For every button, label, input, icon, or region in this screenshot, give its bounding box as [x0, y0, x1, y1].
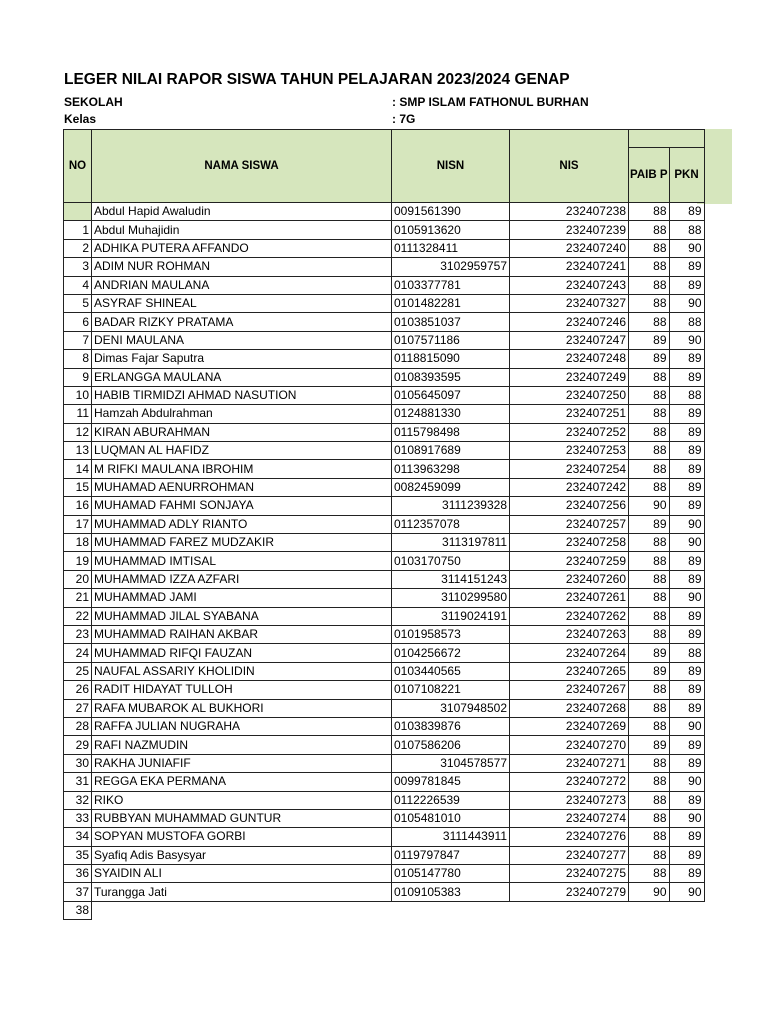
row-nisn: 0115798498 — [392, 423, 510, 441]
row-nisn: 0112226539 — [392, 791, 510, 809]
row-no: 22 — [64, 607, 92, 625]
row-pkn: 89 — [669, 754, 704, 772]
table-row — [64, 589, 705, 607]
row-nama: Abdul Hapid Awaludin — [92, 203, 392, 221]
table-row — [64, 717, 705, 735]
row-nisn: 0082459099 — [392, 478, 510, 496]
table-row — [64, 773, 705, 791]
row-nis: 232407268 — [510, 699, 629, 717]
row-nama: MUHAMMAD RAIHAN AKBAR — [92, 625, 392, 643]
row-nis: 232407276 — [510, 828, 629, 846]
sekolah-label: SEKOLAH — [64, 95, 123, 109]
row-paibp: 88 — [629, 442, 670, 460]
table-row — [64, 883, 705, 901]
row-no: 27 — [64, 699, 92, 717]
row-no: 12 — [64, 423, 92, 441]
row-paibp: 88 — [629, 405, 670, 423]
row-nis: 232407270 — [510, 736, 629, 754]
row-nama: ASYRAF SHINEAL — [92, 294, 392, 312]
row-pkn: 88 — [669, 386, 704, 404]
row-nis: 232407327 — [510, 294, 629, 312]
table-row — [64, 901, 705, 919]
row-nisn: 0104256672 — [392, 644, 510, 662]
row-pkn: 89 — [669, 442, 704, 460]
row-nisn: 0091561390 — [392, 203, 510, 221]
row-nisn: 0105913620 — [392, 221, 510, 239]
row-nis: 232407265 — [510, 662, 629, 680]
row-nama: MUHAMMAD JAMI — [92, 589, 392, 607]
row-paibp: 88 — [629, 846, 670, 864]
row-paibp: 89 — [629, 662, 670, 680]
row-paibp: 88 — [629, 203, 670, 221]
row-paibp: 88 — [629, 773, 670, 791]
row-paibp: 88 — [629, 423, 670, 441]
row-no: 6 — [64, 313, 92, 331]
row-paibp: 89 — [629, 736, 670, 754]
row-pkn: 90 — [669, 589, 704, 607]
row-nis: 232407240 — [510, 239, 629, 257]
row-paibp: 90 — [629, 883, 670, 901]
table-row — [64, 515, 705, 533]
row-nama: MUHAMAD AENURROHMAN — [92, 478, 392, 496]
row-pkn: 89 — [669, 460, 704, 478]
row-nis: 232407257 — [510, 515, 629, 533]
row-nis: 232407261 — [510, 589, 629, 607]
row-nis: 232407250 — [510, 386, 629, 404]
row-nis: 232407239 — [510, 221, 629, 239]
row-pkn: 89 — [669, 478, 704, 496]
row-nama: RADIT HIDAYAT TULLOH — [92, 681, 392, 699]
row-pkn: 89 — [669, 552, 704, 570]
row-no: 28 — [64, 717, 92, 735]
row-pkn: 89 — [669, 607, 704, 625]
row-pkn: 89 — [669, 350, 704, 368]
empty-cell — [92, 901, 392, 919]
table-row — [64, 368, 705, 386]
header-pkn: PKN — [669, 148, 704, 203]
row-pkn: 89 — [669, 828, 704, 846]
row-nis: 232407262 — [510, 607, 629, 625]
row-pkn: 90 — [669, 773, 704, 791]
row-paibp: 89 — [629, 644, 670, 662]
row-nis: 232407249 — [510, 368, 629, 386]
row-nisn: 3107948502 — [392, 699, 510, 717]
row-nis: 232407271 — [510, 754, 629, 772]
table-row — [64, 828, 705, 846]
row-nis: 232407272 — [510, 773, 629, 791]
row-nis: 232407248 — [510, 350, 629, 368]
row-pkn: 88 — [669, 644, 704, 662]
row-no: 17 — [64, 515, 92, 533]
row-nama: MUHAMAD FAHMI SONJAYA — [92, 497, 392, 515]
table-row — [64, 607, 705, 625]
row-nisn: 0113963298 — [392, 460, 510, 478]
row-no: 1 — [64, 221, 92, 239]
row-nis: 232407243 — [510, 276, 629, 294]
row-nis: 232407258 — [510, 534, 629, 552]
row-no: 13 — [64, 442, 92, 460]
row-paibp: 88 — [629, 386, 670, 404]
row-nis: 232407259 — [510, 552, 629, 570]
row-nisn: 0109105383 — [392, 883, 510, 901]
table-row — [64, 736, 705, 754]
row-nisn: 0119797847 — [392, 846, 510, 864]
row-nis: 232407241 — [510, 258, 629, 276]
row-nama: ANDRIAN MAULANA — [92, 276, 392, 294]
row-pkn: 88 — [669, 221, 704, 239]
row-paibp: 88 — [629, 828, 670, 846]
row-no: 19 — [64, 552, 92, 570]
row-nisn: 0107586206 — [392, 736, 510, 754]
table-row — [64, 423, 705, 441]
header-subjects-group — [629, 130, 705, 148]
row-nis: 232407247 — [510, 331, 629, 349]
row-nama: MUHAMMAD JILAL SYABANA — [92, 607, 392, 625]
table-row — [64, 350, 705, 368]
row-nama: MUHAMMAD FAREZ MUDZAKIR — [92, 534, 392, 552]
row-nis: 232407264 — [510, 644, 629, 662]
row-nis: 232407252 — [510, 423, 629, 441]
row-nama: RAFFA JULIAN NUGRAHA — [92, 717, 392, 735]
kelas-label: Kelas — [64, 112, 97, 126]
row-nisn: 0099781845 — [392, 773, 510, 791]
table-row — [64, 258, 705, 276]
row-nisn: 0103377781 — [392, 276, 510, 294]
table-row — [64, 460, 705, 478]
row-nama: Hamzah Abdulrahman — [92, 405, 392, 423]
header-nama: NAMA SISWA — [92, 130, 392, 203]
row-no: 11 — [64, 405, 92, 423]
row-pkn: 90 — [669, 883, 704, 901]
row-pkn: 90 — [669, 239, 704, 257]
row-nama: MUHAMMAD IZZA AZFARI — [92, 570, 392, 588]
row-paibp: 88 — [629, 607, 670, 625]
row-nis: 232407269 — [510, 717, 629, 735]
row-nama: MUHAMMAD RIFQI FAUZAN — [92, 644, 392, 662]
table-row — [64, 865, 705, 883]
row-nisn: 0111328411 — [392, 239, 510, 257]
row-nama: RAKHA JUNIAFIF — [92, 754, 392, 772]
header-nisn: NISN — [392, 130, 510, 203]
row-paibp: 88 — [629, 625, 670, 643]
row-paibp: 88 — [629, 754, 670, 772]
row-nama: RAFA MUBAROK AL BUKHORI — [92, 699, 392, 717]
table-row — [64, 791, 705, 809]
table-row — [64, 276, 705, 294]
row-nisn: 3111443911 — [392, 828, 510, 846]
row-nisn: 3114151243 — [392, 570, 510, 588]
empty-cell — [392, 901, 510, 919]
row-pkn: 89 — [669, 865, 704, 883]
row-nama: KIRAN ABURAHMAN — [92, 423, 392, 441]
row-pkn: 89 — [669, 791, 704, 809]
row-nisn: 0103839876 — [392, 717, 510, 735]
table-row — [64, 809, 705, 827]
row-paibp: 88 — [629, 809, 670, 827]
row-nama: ADIM NUR ROHMAN — [92, 258, 392, 276]
header-no: NO — [64, 130, 92, 203]
row-no: 16 — [64, 497, 92, 515]
empty-cell — [669, 901, 704, 919]
grades-table — [63, 129, 705, 920]
row-nisn: 3110299580 — [392, 589, 510, 607]
table-row — [64, 405, 705, 423]
row-nis: 232407254 — [510, 460, 629, 478]
table-row — [64, 331, 705, 349]
row-no: 25 — [64, 662, 92, 680]
row-nama: Abdul Muhajidin — [92, 221, 392, 239]
row-pkn: 89 — [669, 276, 704, 294]
row-pkn: 89 — [669, 846, 704, 864]
row-nama: MUHAMMAD ADLY RIANTO — [92, 515, 392, 533]
row-paibp: 88 — [629, 699, 670, 717]
row-no: 8 — [64, 350, 92, 368]
row-paibp: 88 — [629, 460, 670, 478]
row-paibp: 88 — [629, 221, 670, 239]
row-no: 20 — [64, 570, 92, 588]
row-paibp: 88 — [629, 681, 670, 699]
row-nisn: 0101958573 — [392, 625, 510, 643]
table-row — [64, 699, 705, 717]
row-pkn: 90 — [669, 515, 704, 533]
empty-cell — [629, 901, 670, 919]
table-row — [64, 644, 705, 662]
table-row — [64, 239, 705, 257]
row-no: 29 — [64, 736, 92, 754]
row-pkn: 89 — [669, 405, 704, 423]
row-nama: ERLANGGA MAULANA — [92, 368, 392, 386]
row-pkn: 89 — [669, 368, 704, 386]
row-nama: LUQMAN AL HAFIDZ — [92, 442, 392, 460]
row-nama: BADAR RIZKY PRATAMA — [92, 313, 392, 331]
row-pkn: 89 — [669, 497, 704, 515]
row-no: 34 — [64, 828, 92, 846]
table-row — [64, 497, 705, 515]
row-paibp: 88 — [629, 294, 670, 312]
row-paibp: 89 — [629, 331, 670, 349]
row-no: 10 — [64, 386, 92, 404]
row-nisn: 0107571186 — [392, 331, 510, 349]
row-no: 7 — [64, 331, 92, 349]
row-pkn: 90 — [669, 809, 704, 827]
row-pkn: 89 — [669, 570, 704, 588]
header-nis: NIS — [510, 130, 629, 203]
row-nisn: 0105481010 — [392, 809, 510, 827]
row-pkn: 90 — [669, 717, 704, 735]
row-pkn: 90 — [669, 534, 704, 552]
table-row — [64, 203, 705, 221]
row-nis: 232407260 — [510, 570, 629, 588]
row-no: 35 — [64, 846, 92, 864]
row-nis: 232407277 — [510, 846, 629, 864]
row-pkn: 89 — [669, 736, 704, 754]
row-nama: MUHAMMAD IMTISAL — [92, 552, 392, 570]
row-nisn: 0124881330 — [392, 405, 510, 423]
table-row — [64, 442, 705, 460]
row-nisn: 0118815090 — [392, 350, 510, 368]
row-no: 38 — [64, 901, 92, 919]
row-pkn: 90 — [669, 294, 704, 312]
row-nama: HABIB TIRMIDZI AHMAD NASUTION — [92, 386, 392, 404]
row-no: 14 — [64, 460, 92, 478]
row-paibp: 88 — [629, 258, 670, 276]
row-nis: 232407253 — [510, 442, 629, 460]
row-nisn: 0103440565 — [392, 662, 510, 680]
row-nama: Turangga Jati — [92, 883, 392, 901]
table-body — [64, 203, 705, 920]
row-pkn: 89 — [669, 203, 704, 221]
row-nama: Dimas Fajar Saputra — [92, 350, 392, 368]
row-nama: ADHIKA PUTERA AFFANDO — [92, 239, 392, 257]
row-pkn: 90 — [669, 331, 704, 349]
row-nama: SYAIDIN ALI — [92, 865, 392, 883]
row-no: 37 — [64, 883, 92, 901]
row-paibp: 88 — [629, 276, 670, 294]
row-no: 18 — [64, 534, 92, 552]
header-paibp: PAIB P — [629, 148, 670, 203]
kelas-value: : 7G — [392, 112, 416, 126]
row-nis: 232407279 — [510, 883, 629, 901]
table-row — [64, 625, 705, 643]
row-nisn: 3111239328 — [392, 497, 510, 515]
row-no: 31 — [64, 773, 92, 791]
row-no: 36 — [64, 865, 92, 883]
row-paibp: 88 — [629, 570, 670, 588]
row-nis: 232407275 — [510, 865, 629, 883]
row-pkn: 89 — [669, 625, 704, 643]
row-nisn: 0105147780 — [392, 865, 510, 883]
row-no: 26 — [64, 681, 92, 699]
table-row — [64, 754, 705, 772]
row-paibp: 88 — [629, 478, 670, 496]
row-nis: 232407273 — [510, 791, 629, 809]
row-paibp: 88 — [629, 865, 670, 883]
table-row — [64, 662, 705, 680]
row-paibp: 88 — [629, 791, 670, 809]
table-row — [64, 478, 705, 496]
row-nis: 232407263 — [510, 625, 629, 643]
row-pkn: 89 — [669, 699, 704, 717]
row-nis: 232407274 — [510, 809, 629, 827]
row-pkn: 89 — [669, 258, 704, 276]
row-nama: DENI MAULANA — [92, 331, 392, 349]
page-title: LEGER NILAI RAPOR SISWA TAHUN PELAJARAN 2023/2024 GENAP — [64, 71, 570, 88]
table-row — [64, 313, 705, 331]
row-nama: REGGA EKA PERMANA — [92, 773, 392, 791]
row-nisn: 0108917689 — [392, 442, 510, 460]
table-row — [64, 570, 705, 588]
row-nis: 232407246 — [510, 313, 629, 331]
row-nisn: 0112357078 — [392, 515, 510, 533]
row-nama: RAFI NAZMUDIN — [92, 736, 392, 754]
row-nisn: 0107108221 — [392, 681, 510, 699]
row-pkn: 89 — [669, 662, 704, 680]
table-row — [64, 221, 705, 239]
row-pkn: 89 — [669, 423, 704, 441]
row-nama: NAUFAL ASSARIY KHOLIDIN — [92, 662, 392, 680]
row-nisn: 3102959757 — [392, 258, 510, 276]
row-nisn: 0101482281 — [392, 294, 510, 312]
row-nisn: 0108393595 — [392, 368, 510, 386]
row-no: 15 — [64, 478, 92, 496]
row-no: 4 — [64, 276, 92, 294]
row-no: 5 — [64, 294, 92, 312]
table-row — [64, 534, 705, 552]
row-no: 30 — [64, 754, 92, 772]
row-no: 9 — [64, 368, 92, 386]
row-pkn: 89 — [669, 681, 704, 699]
row-nis: 232407267 — [510, 681, 629, 699]
row-no: 24 — [64, 644, 92, 662]
row-no: 2 — [64, 239, 92, 257]
row-paibp: 88 — [629, 368, 670, 386]
row-nis: 232407251 — [510, 405, 629, 423]
sekolah-value: : SMP ISLAM FATHONUL BURHAN — [392, 95, 589, 109]
table-row — [64, 552, 705, 570]
row-nama: M RIFKI MAULANA IBROHIM — [92, 460, 392, 478]
row-paibp: 90 — [629, 497, 670, 515]
row-no: 23 — [64, 625, 92, 643]
row-no: 3 — [64, 258, 92, 276]
row-no: 33 — [64, 809, 92, 827]
row-paibp: 88 — [629, 552, 670, 570]
row-nis: 232407238 — [510, 203, 629, 221]
row-nisn: 0103170750 — [392, 552, 510, 570]
row-no: 32 — [64, 791, 92, 809]
row-paibp: 88 — [629, 239, 670, 257]
empty-cell — [510, 901, 629, 919]
row-no: 21 — [64, 589, 92, 607]
row-nisn: 0105645097 — [392, 386, 510, 404]
row-no — [64, 203, 92, 221]
row-nama: RIKO — [92, 791, 392, 809]
row-paibp: 88 — [629, 589, 670, 607]
table-row — [64, 681, 705, 699]
row-nis: 232407242 — [510, 478, 629, 496]
row-paibp: 88 — [629, 717, 670, 735]
table-row — [64, 386, 705, 404]
row-nama: Syafiq Adis Basysyar — [92, 846, 392, 864]
row-paibp: 88 — [629, 313, 670, 331]
table-row — [64, 846, 705, 864]
row-nisn: 3104578577 — [392, 754, 510, 772]
row-paibp: 89 — [629, 350, 670, 368]
row-nama: SOPYAN MUSTOFA GORBI — [92, 828, 392, 846]
row-nis: 232407256 — [510, 497, 629, 515]
row-nisn: 3119024191 — [392, 607, 510, 625]
row-paibp: 88 — [629, 534, 670, 552]
row-pkn: 88 — [669, 313, 704, 331]
row-nisn: 0103851037 — [392, 313, 510, 331]
row-nama: RUBBYAN MUHAMMAD GUNTUR — [92, 809, 392, 827]
row-nisn: 3113197811 — [392, 534, 510, 552]
table-row — [64, 294, 705, 312]
row-paibp: 89 — [629, 515, 670, 533]
